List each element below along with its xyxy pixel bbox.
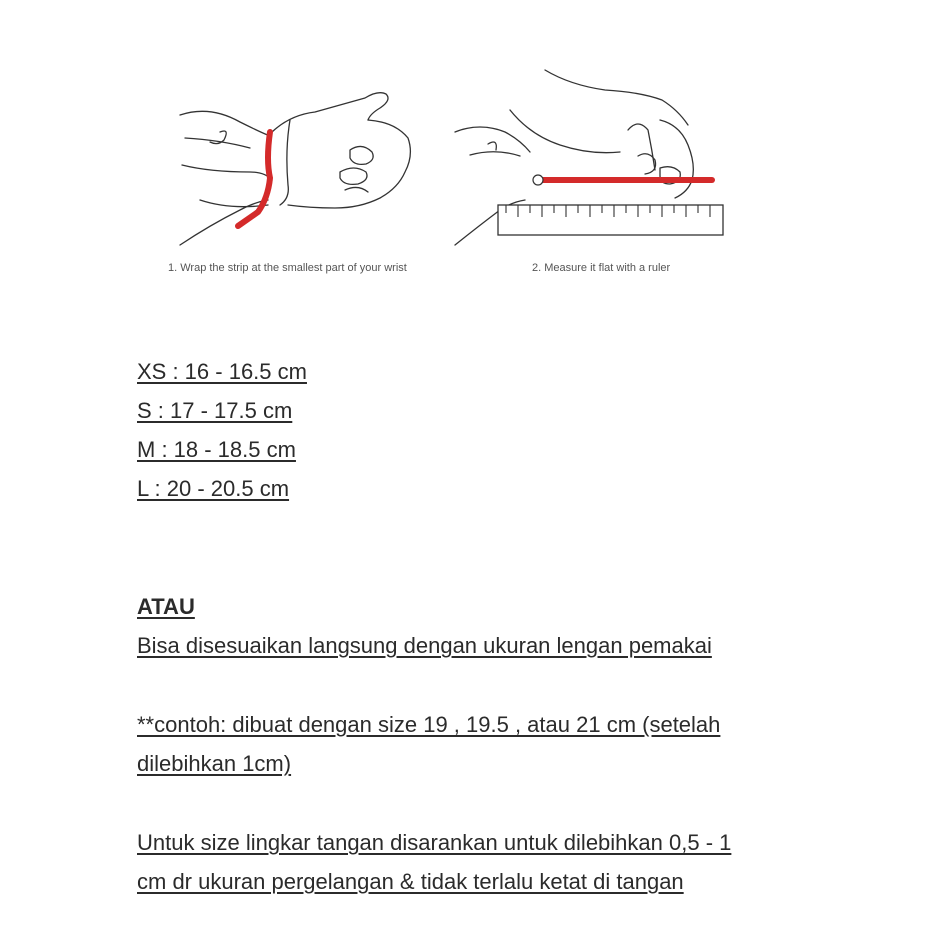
size-list bbox=[137, 352, 777, 508]
size-xs: XS : 16 - 16.5 cm bbox=[137, 359, 307, 384]
atau-heading: ATAU bbox=[137, 594, 195, 619]
size-m: M : 18 - 18.5 cm bbox=[137, 437, 296, 462]
step2-caption: 2. Measure it flat with a ruler bbox=[532, 262, 671, 274]
custom-size-text bbox=[137, 626, 777, 665]
wrist-measure-drawing bbox=[140, 60, 760, 260]
ruler bbox=[498, 205, 723, 235]
step1-caption: 1. Wrap the strip at the smallest part of your wrist bbox=[168, 262, 407, 274]
strip-end-marker bbox=[533, 175, 543, 185]
example-paragraph: **contoh: dibuat dengan size 19 , 19.5 , atau 21 cm (setelah dilebihkan 1cm) bbox=[137, 712, 721, 776]
size-l: L : 20 - 20.5 cm bbox=[137, 476, 290, 501]
wrist-hand-drawing bbox=[180, 93, 410, 245]
advice-text bbox=[137, 823, 762, 901]
size-s: S : 17 - 17.5 cm bbox=[137, 398, 293, 423]
advice-paragraph: Untuk size lingkar tangan disarankan untuk dilebihkan 0,5 - 1 cm dr ukuran pergelangan & tidak terlalu ketat di tangan bbox=[137, 830, 732, 894]
measuring-illustration bbox=[140, 60, 760, 290]
custom-size-line: Bisa disesuaikan langsung dengan ukuran lengan pemakai bbox=[137, 633, 712, 658]
example-text bbox=[137, 705, 767, 783]
